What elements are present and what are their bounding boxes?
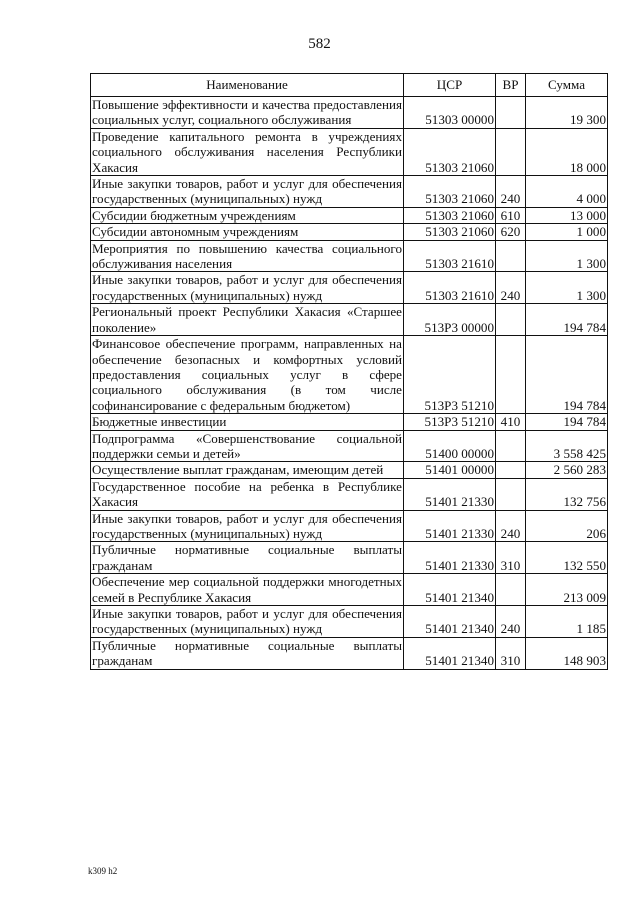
table-row [91,430,608,462]
cell-sum: 194 784 [526,414,608,430]
cell-sum: 132 756 [526,478,608,510]
column-header-name: Наименование [91,74,404,97]
cell-vr [496,304,526,336]
table-row [91,637,608,669]
cell-vr [496,478,526,510]
cell-sum: 3 558 425 [526,430,608,462]
table-body [91,97,608,670]
footer-code: k309 h2 [88,866,118,876]
table-row [91,224,608,240]
cell-sum: 1 300 [526,272,608,304]
table-row [91,272,608,304]
cell-sum: 206 [526,510,608,542]
cell-vr: 310 [496,637,526,669]
cell-name: Субсидии бюджетным учреждениям [91,207,404,223]
cell-name: Проведение капитального ремонта в учреждениях социального обслуживания населения Республики Хакасия [92,128,402,175]
cell-vr: 310 [496,542,526,574]
table-row [91,176,608,208]
cell-sum: 148 903 [526,637,608,669]
cell-sum: 194 784 [526,304,608,336]
cell-name: Иные закупки товаров, работ и услуг для обеспечения государственных (муниципальных) нужд [92,176,402,207]
cell-vr: 240 [496,606,526,638]
cell-name: Повышение эффективности и качества предоставления социальных услуг, социального обслуживания [92,97,402,128]
cell-vr [496,574,526,606]
cell-vr: 240 [496,176,526,208]
table-row [91,414,608,430]
cell-csr: 51401 21340 [404,606,496,638]
table-row [91,240,608,272]
table-row [91,606,608,638]
cell-sum: 1 185 [526,606,608,638]
cell-name: Публичные нормативные социальные выплаты гражданам [92,542,402,573]
column-header-vr: ВР [496,74,526,97]
cell-csr: 51401 21340 [404,574,496,606]
cell-vr [496,336,526,414]
cell-sum: 4 000 [526,176,608,208]
table-header-row [91,74,608,97]
cell-name: Осуществление выплат гражданам, имеющим детей [91,462,404,478]
cell-vr: 620 [496,224,526,240]
cell-csr: 51401 21340 [404,637,496,669]
cell-sum: 2 560 283 [526,462,608,478]
cell-sum: 18 000 [526,128,608,175]
cell-sum: 132 550 [526,542,608,574]
cell-csr: 51303 21610 [404,272,496,304]
budget-table [90,73,608,670]
cell-csr: 51303 21610 [404,240,496,272]
cell-sum: 213 009 [526,574,608,606]
cell-vr [496,97,526,129]
cell-name: Подпрограмма «Совершенствование социальной поддержки семьи и детей» [92,430,402,461]
cell-csr: 51303 00000 [404,97,496,129]
cell-name: Иные закупки товаров, работ и услуг для обеспечения государственных (муниципальных) нужд [92,272,402,303]
cell-csr: 51303 21060 [404,207,496,223]
table-row [91,128,608,175]
cell-name: Государственное пособие на ребенка в Республике Хакасия [92,478,402,510]
cell-name: Иные закупки товаров, работ и услуг для обеспечения государственных (муниципальных) нужд [92,606,402,637]
column-header-sum: Сумма [526,74,608,97]
table-row [91,462,608,478]
cell-csr: 51401 21330 [404,542,496,574]
table-row [91,336,608,414]
cell-name: Мероприятия по повышению качества социального обслуживания населения [92,240,402,272]
table-row [91,304,608,336]
column-header-csr: ЦСР [404,74,496,97]
cell-csr: 51401 21330 [404,478,496,510]
cell-name: Обеспечение мер социальной поддержки многодетных семей в Республике Хакасия [92,574,402,605]
cell-csr: 51400 00000 [404,430,496,462]
cell-vr: 410 [496,414,526,430]
page-number: 582 [308,36,331,52]
cell-vr [496,240,526,272]
cell-vr: 240 [496,272,526,304]
cell-name: Публичные нормативные социальные выплаты гражданам [92,637,402,669]
table-row [91,510,608,542]
cell-vr [496,128,526,175]
cell-sum: 1 000 [526,224,608,240]
table-row [91,207,608,223]
cell-csr: 51303 21060 [404,176,496,208]
cell-csr: 51401 21330 [404,510,496,542]
cell-csr: 51303 21060 [404,224,496,240]
cell-name: Субсидии автономным учреждениям [91,224,404,240]
cell-csr: 51401 00000 [404,462,496,478]
table-row [91,478,608,510]
cell-name: Иные закупки товаров, работ и услуг для обеспечения государственных (муниципальных) нужд [92,510,402,541]
cell-name: Бюджетные инвестиции [91,414,404,430]
cell-vr [496,430,526,462]
cell-sum: 1 300 [526,240,608,272]
table-row [91,97,608,129]
cell-csr: 51303 21060 [404,128,496,175]
cell-csr: 513P3 51210 [404,414,496,430]
table-row [91,542,608,574]
cell-name: Региональный проект Республики Хакасия «Старшее поколение» [92,304,402,335]
cell-csr: 513P3 00000 [404,304,496,336]
cell-vr [496,462,526,478]
cell-sum: 13 000 [526,207,608,223]
cell-sum: 194 784 [526,336,608,414]
cell-vr: 240 [496,510,526,542]
cell-name: Финансовое обеспечение программ, направленных на обеспечение безопасных и комфортных условий предоставления социальных услуг в сфере социального обслуживания (в том числе софинансирование с федеральным бюджетом) [92,336,402,413]
table-row [91,574,608,606]
cell-vr: 610 [496,207,526,223]
cell-csr: 513P3 51210 [404,336,496,414]
cell-sum: 19 300 [526,97,608,129]
